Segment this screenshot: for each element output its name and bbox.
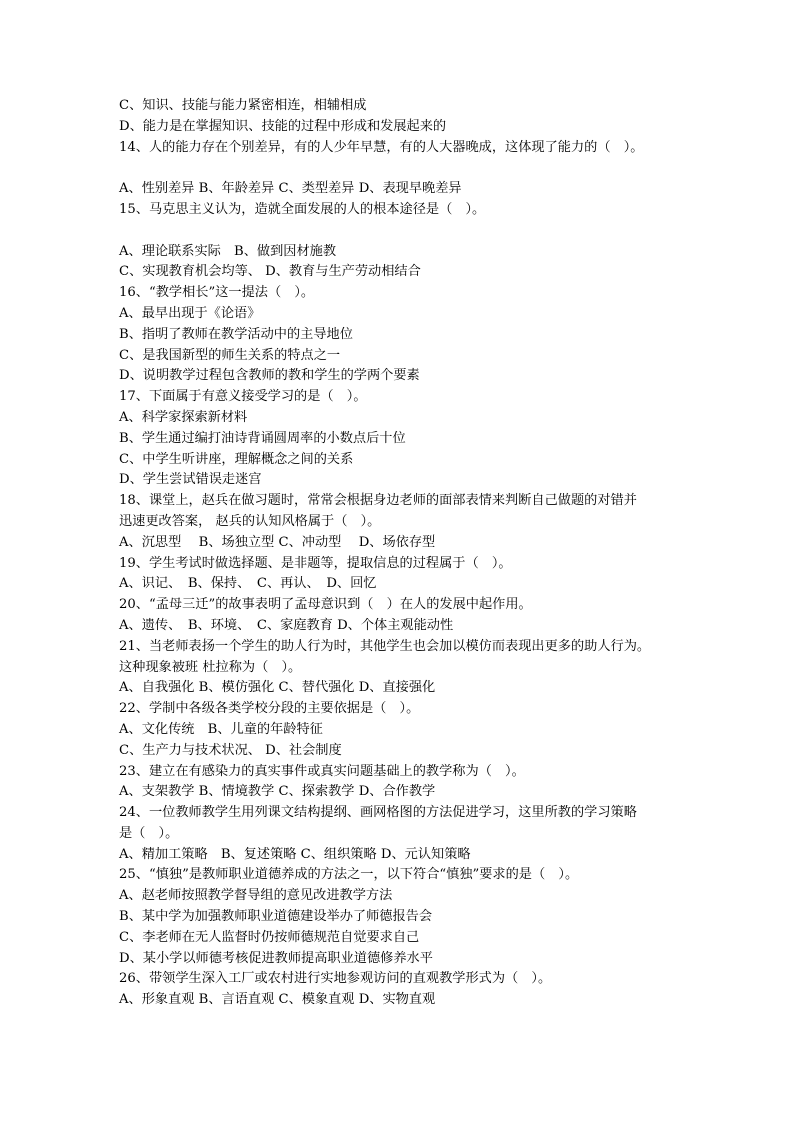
question-16-option-b: B、指明了教师在教学活动中的主导地位 [119,326,353,342]
question-25-option-b: B、某中学为加强教师职业道德建设举办了师德报告会 [119,909,433,925]
text-line: C、知识、技能与能力紧密相连，相辅相成 [119,98,367,113]
question-19-options: A、识记、 B、保持、 C、再认、 D、回忆 [119,576,377,592]
question-22-option-ab: A、文化传统 B、儿童的年龄特征 [119,721,323,737]
question-18: 18、课堂上，赵兵在做习题时，常常会根据身边老师的面部表情来判断自己做题的对错并 [119,493,637,509]
question-18-options: A、沉思型 B、场独立型 C、冲动型 D、场依存型 [119,534,436,550]
question-16-option-a: A、最早出现于《论语》 [119,305,261,321]
question-22-option-cd: C、生产力与技术状况、 D、社会制度 [119,742,342,758]
question-20: 20、“孟母三迁”的故事表明了孟母意识到（ ）在人的发展中起作用。 [119,597,532,613]
question-20-options: A、遗传、 B、环境、 C、家庭教育 D、个体主观能动性 [119,617,454,633]
question-24: 24、一位教师教学生用列课文结构提纲、画网格图的方法促进学习，这里所教的学习策略 [119,805,637,821]
text-line: D、能力是在掌握知识、技能的过程中形成和发展起来的 [119,118,447,134]
question-26: 26、带领学生深入工厂或农村进行实地参观访问的直观教学形式为（ ）。 [119,971,552,987]
question-23: 23、建立在有感染力的真实事件或真实问题基础上的教学称为（ ）。 [119,763,525,779]
question-23-options: A、支架教学 B、情境教学 C、探索教学 D、合作教学 [119,784,436,800]
question-25-option-c: C、李老师在无人监督时仍按师德规范自觉要求自己 [119,929,420,945]
question-24-cont: 是（ ）。 [119,825,179,841]
question-14-options: A、性别差异 B、年龄差异 C、类型差异 D、表现早晚差异 [119,181,462,197]
question-16-option-c: C、是我国新型的师生关系的特点之一 [119,347,341,363]
question-21-options: A、自我强化 B、模仿强化 C、替代强化 D、直接强化 [119,680,436,696]
question-15-option-ab: A、理论联系实际 B、做到因材施教 [119,243,337,259]
blank-line [119,158,679,179]
question-17-option-a: A、科学家探索新材料 [119,409,248,425]
question-25: 25、“慎独”是教师职业道德养成的方法之一，以下符合“慎独”要求的是（ ）。 [119,867,579,883]
question-16-option-d: D、说明教学过程包含教师的教和学生的学两个要素 [119,368,420,384]
question-17-option-c: C、中学生听讲座，理解概念之间的关系 [119,451,354,467]
question-21-cont: 这种现象被班 杜拉称为（ ）。 [119,659,302,675]
question-26-options: A、形象直观 B、言语直观 C、模象直观 D、实物直观 [119,992,436,1008]
question-19: 19、学生考试时做选择题、是非题等，提取信息的过程属于（ ）。 [119,555,512,571]
question-15: 15、马克思主义认为，造就全面发展的人的根本途径是（ ）。 [119,201,486,217]
document-body [119,96,679,1011]
question-18-cont: 迅速更改答案， 赵兵的认知风格属于（ ）。 [119,513,381,529]
question-22: 22、学制中各级各类学校分段的主要依据是（ ）。 [119,701,420,717]
question-15-option-cd: C、实现教育机会均等、 D、教育与生产劳动相结合 [119,264,421,280]
question-16: 16、“教学相长”这一提法（ ）。 [119,285,315,301]
question-25-option-a: A、赵老师按照教学督导组的意见改进教学方法 [119,888,393,904]
question-17-option-b: B、学生通过编打油诗背诵圆周率的小数点后十位 [119,430,406,446]
question-14: 14、人的能力存在个别差异，有的人少年早慧，有的人大器晚成，这体现了能力的（ ）。 [119,139,644,155]
question-17-option-d: D、学生尝试错误走迷宫 [119,472,262,488]
question-25-option-d: D、某小学以师德考核促进教师提高职业道德修养水平 [119,950,433,966]
question-24-options: A、精加工策略 B、复述策略 C、组织策略 D、元认知策略 [119,846,471,862]
question-21: 21、当老师表扬一个学生的助人行为时，其他学生也会加以模仿而表现出更多的助人行为。 [119,638,651,654]
question-17: 17、下面属于有意义接受学习的是（ ）。 [119,389,367,405]
blank-line [119,221,679,242]
